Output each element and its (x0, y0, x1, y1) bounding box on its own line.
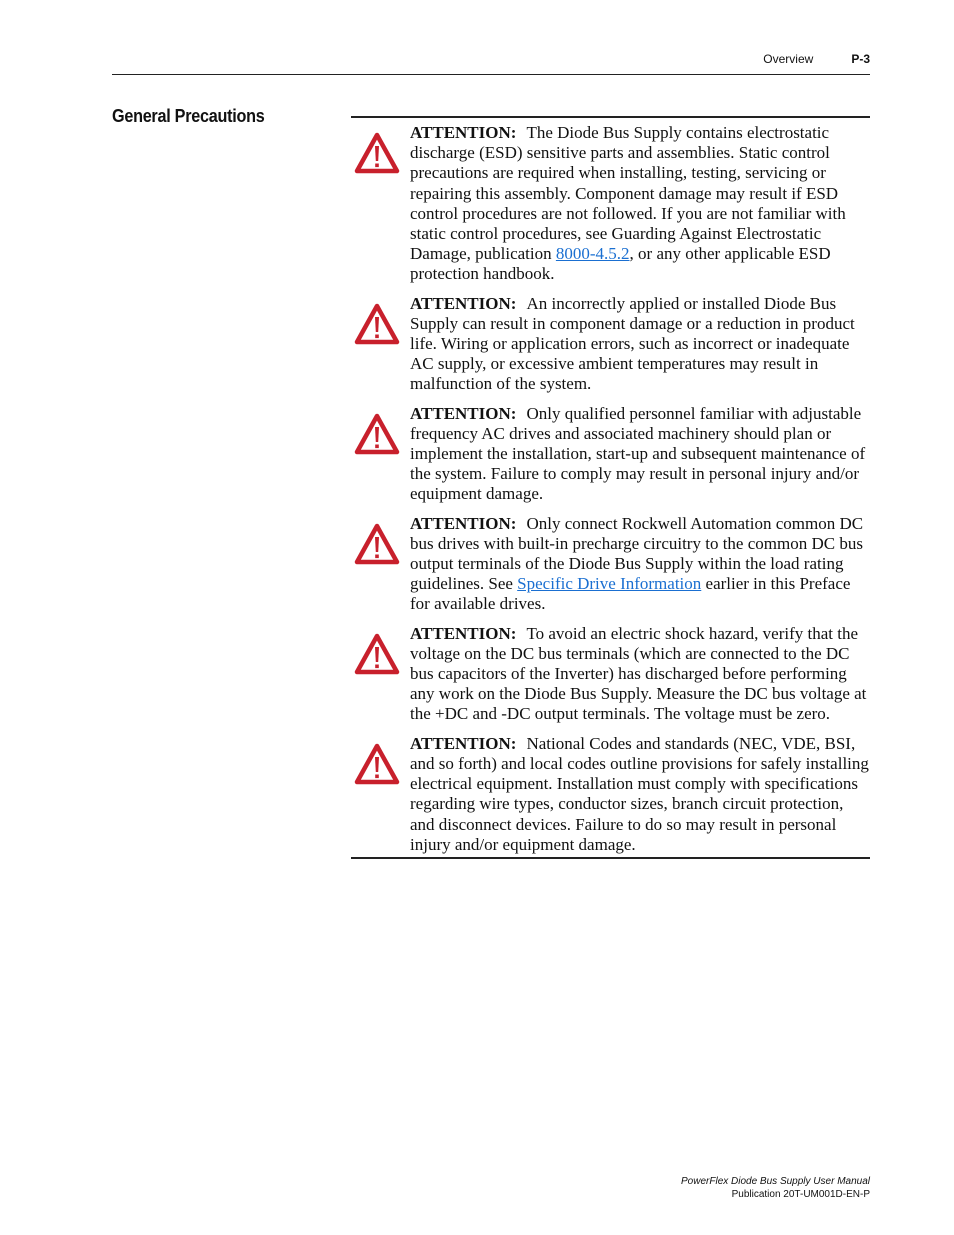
attention-notice (351, 123, 870, 285)
notice-text: National Codes and standards (NEC, VDE, BSI, and so forth) and local codes outline provisions for safely installing electrical equipment. Installation must comply with specifications regarding wire types, conductor sizes, branch circuit protection, and disconnect devices. Failure to do so may result in personal injury and/or equipment damage. (410, 733, 869, 854)
notice-text-continued: earlier in this Preface for available drives. (410, 574, 851, 614)
notice-text: An incorrectly applied or installed Diode Bus Supply can result in component damage or a reduction in product life. Wiring or application errors, such as incorrect or inadequate AC supply, or excessive ambient temperatures may result in malfunction of the system. (410, 293, 855, 394)
warning-triangle-icon (354, 743, 400, 785)
manual-title: PowerFlex Diode Bus Supply User Manual (681, 1176, 870, 1187)
publication-number: Publication 20T-UM001D-EN-P (731, 1189, 870, 1200)
attention-notice (351, 624, 870, 725)
attention-notice (351, 514, 870, 615)
warning-triangle-icon (354, 633, 400, 675)
header-rule (112, 74, 870, 75)
attention-notice (351, 294, 870, 395)
notice-link[interactable]: 8000-4.5.2 (555, 244, 630, 264)
attention-label: ATTENTION: (410, 293, 517, 313)
notice-text: Only qualified personnel familiar with adjustable frequency AC drives and associated machinery should plan or implement the installation, start-up and subsequent maintenance of the system. Failure to comply may result in personal injury and/or equipment damage. (410, 403, 866, 504)
attention-label: ATTENTION: (410, 623, 517, 643)
running-header (763, 52, 870, 66)
attention-label: ATTENTION: (410, 513, 517, 533)
warning-triangle-icon (354, 303, 400, 345)
notice-text: The Diode Bus Supply contains electrostatic discharge (ESD) sensitive parts and assemblies. Static control precautions are required when installing, testing, servicing or repairing this assembly. Component damage may result if ESD control procedures are not followed. If you are not familiar with static control procedures, see Guarding Against Electrostatic Damage, publication (410, 123, 846, 264)
notice-text: To avoid an electric shock hazard, verify that the voltage on the DC bus terminals (which are connected to the DC bus capacitors of the Inverter) has discharged before performing any work on the Diode Bus Supply. Measure the DC bus voltage at the +DC and -DC output terminals. The voltage must be zero. (410, 623, 867, 724)
attention-notice (351, 734, 870, 855)
section-title: General Precautions (112, 106, 265, 126)
attention-list (351, 116, 870, 859)
page-footer (681, 1175, 870, 1201)
attention-label: ATTENTION: (410, 733, 517, 753)
attention-label: ATTENTION: (410, 403, 517, 423)
notice-link[interactable]: Specific Drive Information (517, 574, 702, 594)
warning-triangle-icon (354, 132, 400, 174)
notice-text: Only connect Rockwell Automation common DC bus drives with built-in precharge circuitry to the common DC bus output terminals of the Diode Bus Supply within the load rating guidelines. See (410, 513, 864, 594)
attention-label: ATTENTION: (410, 123, 517, 142)
notice-text-continued: , or any other applicable ESD protection handbook. (410, 244, 831, 284)
attention-notice (351, 404, 870, 505)
warning-triangle-icon (354, 413, 400, 455)
page-number: P-3 (851, 52, 870, 66)
header-section: Overview (763, 52, 814, 66)
warning-triangle-icon (354, 523, 400, 565)
